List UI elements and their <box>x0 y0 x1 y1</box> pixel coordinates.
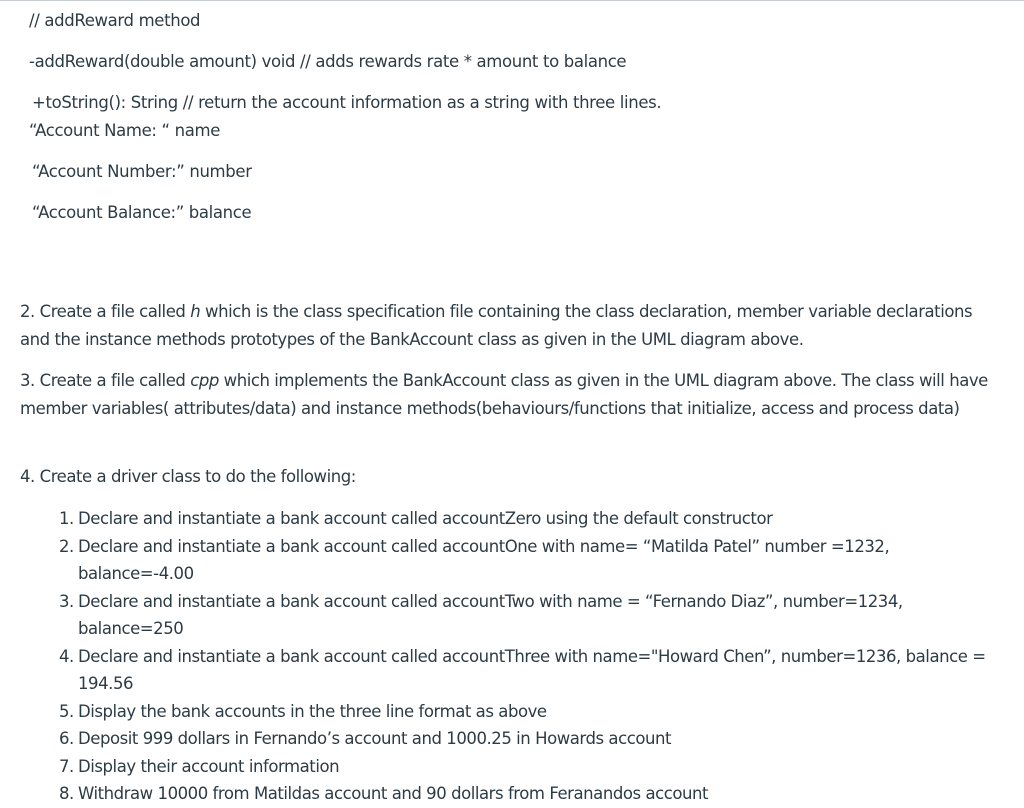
list-item <box>59 698 989 726</box>
instruction-2 <box>20 298 1005 353</box>
list-item-text: Declare and instantiate a bank account called accountTwo with name = “Fernando Diaz”, number=1234, balance=250 <box>78 591 903 638</box>
instruction-4-intro: 4. Create a driver class to do the following: <box>20 467 356 486</box>
list-item-text: Deposit 999 dollars in Fernando’s account and 1000.25 in Howards account <box>78 729 672 748</box>
list-item <box>59 505 989 533</box>
list-item <box>59 725 989 753</box>
uml-comment: // addReward method <box>29 11 201 30</box>
list-item-text: Declare and instantiate a bank account called accountThree with name="Howard Chen”, number=1236, balance = 194.56 <box>78 646 986 693</box>
uml-account-balance: “Account Balance:” balance <box>32 203 252 222</box>
list-item-number: 4. <box>59 646 74 666</box>
list-item-text: Declare and instantiate a bank account called accountZero using the default constructor <box>78 509 773 528</box>
list-item-number: 1. <box>59 509 74 528</box>
list-item <box>59 588 989 643</box>
list-item-number: 3. <box>59 591 74 611</box>
list-item-number: 8. <box>59 784 74 803</box>
instruction-3-text: which implements the BankAccount class as given in the UML diagram above. The class will have member variables( attributes/data) and instance methods(behaviours/functions that initialize, access and process data) <box>20 371 988 418</box>
top-divider <box>0 0 1024 1</box>
uml-to-string: +toString(): String // return the account information as a string with three lines. <box>32 93 662 112</box>
uml-account-number: “Account Number:” number <box>32 162 252 181</box>
instruction-2-filename: h <box>190 302 201 321</box>
instruction-2-prefix: 2. Create a file called <box>20 302 191 321</box>
list-item <box>59 533 989 588</box>
list-item <box>59 780 989 808</box>
list-item-text: Withdraw 10000 from Matildas account and 90 dollars from Feranandos account <box>78 784 709 803</box>
instruction-3 <box>20 367 1005 422</box>
list-item-text: Display the bank accounts in the three line format as above <box>78 701 547 721</box>
list-item-text: Declare and instantiate a bank account called accountOne with name= “Matilda Patel” number =1232, balance=-4.00 <box>78 536 890 583</box>
uml-add-reward: -addReward(double amount) void // adds rewards rate * amount to balance <box>29 52 627 71</box>
instruction-3-filename: cpp <box>190 371 219 390</box>
list-item <box>59 753 989 781</box>
list-item-text: Display their account information <box>78 756 340 776</box>
instruction-2-text: which is the class specification file containing the class declaration, member variable declarations and the instance methods prototypes of the BankAccount class as given in the UML diagram above. <box>20 302 973 349</box>
list-item <box>59 643 989 698</box>
list-item-number: 7. <box>59 756 74 776</box>
list-item-number: 2. <box>59 536 74 556</box>
driver-steps-list <box>59 505 989 808</box>
instruction-3-prefix: 3. Create a file called <box>20 371 191 390</box>
list-item-number: 5. <box>59 701 74 721</box>
list-item-number: 6. <box>59 729 74 748</box>
uml-account-name: “Account Name: “ name <box>29 121 221 140</box>
